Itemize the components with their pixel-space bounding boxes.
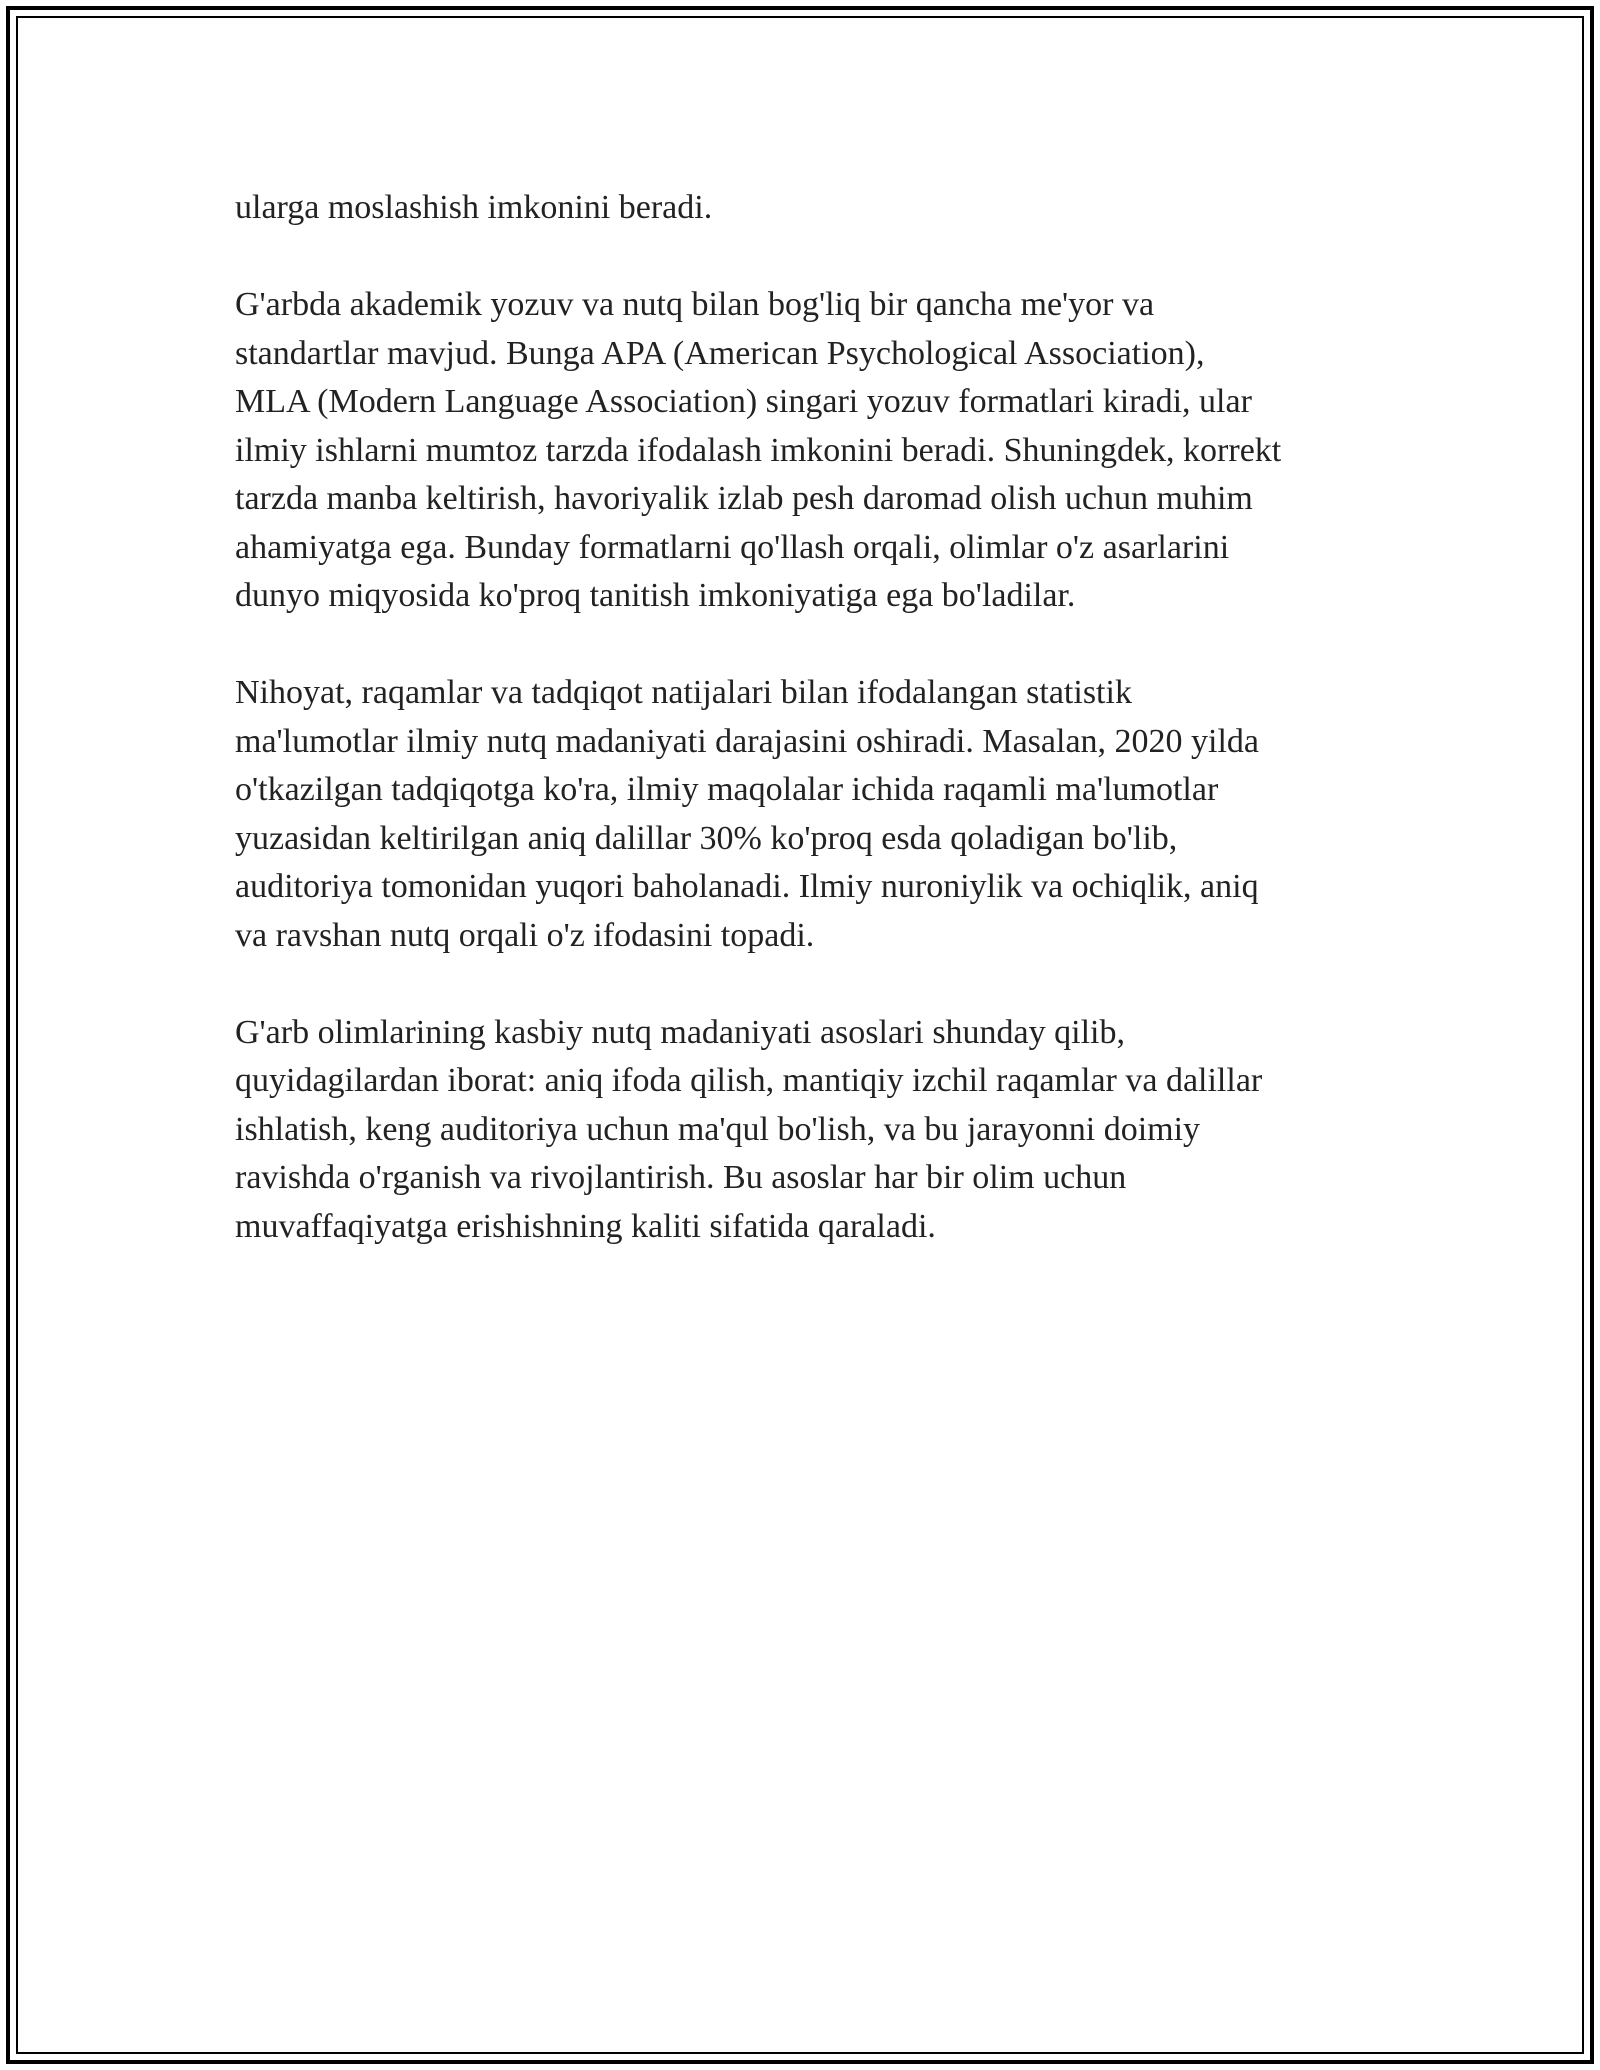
document-body xyxy=(235,184,1395,1300)
text-line: va ravshan nutq orqali o'z ifodasini topadi. xyxy=(235,916,815,954)
text-line: G'arb olimlarining kasbiy nutq madaniyati asoslari shunday qilib, xyxy=(235,1013,1125,1051)
text-line: tarzda manba keltirish, havoriyalik izlab pesh daromad olish uchun muhim xyxy=(235,480,1253,517)
paragraph-2 xyxy=(235,281,1395,621)
text-line: ahamiyatga ega. Bunday formatlarni qo'llash orqali, olimlar o'z asarlarini xyxy=(235,528,1230,566)
text-line: muvaffaqiyatga erishishning kaliti sifatida qaraladi. xyxy=(235,1207,936,1245)
text-line: standartlar mavjud. Bunga APA (American Psychological Association), xyxy=(235,334,1205,372)
text-line: ravishda o'rganish va rivojlantirish. Bu asoslar har bir olim uchun xyxy=(235,1159,1127,1196)
text-line: G'arbda akademik yozuv va nutq bilan bog'liq bir qancha me'yor va xyxy=(235,286,1155,323)
text-line: o'tkazilgan tadqiqotga ko'ra, ilmiy maqolalar ichida raqamli ma'lumotlar xyxy=(235,771,1219,808)
text-line: ilmiy ishlarni mumtoz tarzda ifodalash imkonini beradi. Shuningdek, korrekt xyxy=(235,431,1282,469)
paragraph-3 xyxy=(235,669,1395,960)
paragraph-1 xyxy=(235,184,1395,233)
text-line: ma'lumotlar ilmiy nutq madaniyati darajasini oshiradi. Masalan, 2020 yilda xyxy=(235,722,1260,760)
text-line: ishlatish, keng auditoriya uchun ma'qul bo'lish, va bu jarayonni doimiy xyxy=(235,1110,1201,1148)
text-line: auditoriya tomonidan yuqori baholanadi. Ilmiy nuroniylik va ochiqlik, aniq xyxy=(235,868,1259,905)
text-line: yuzasidan keltirilgan aniq dalillar 30% ko'proq esda qoladigan bo'lib, xyxy=(235,819,1178,857)
text-line: ularga moslashish imkonini beradi. xyxy=(235,189,713,226)
paragraph-4 xyxy=(235,1009,1395,1252)
text-line: dunyo miqyosida ko'proq tanitish imkoniyatiga ega bo'ladilar. xyxy=(235,577,1076,614)
text-line: Nihoyat, raqamlar va tadqiqot natijalari bilan ifodalangan statistik xyxy=(235,674,1132,711)
text-line: MLA (Modern Language Association) singari yozuv formatlari kiradi, ular xyxy=(235,383,1252,420)
text-line: quyidagilardan iborat: aniq ifoda qilish, mantiqiy izchil raqamlar va dalillar xyxy=(235,1062,1263,1099)
